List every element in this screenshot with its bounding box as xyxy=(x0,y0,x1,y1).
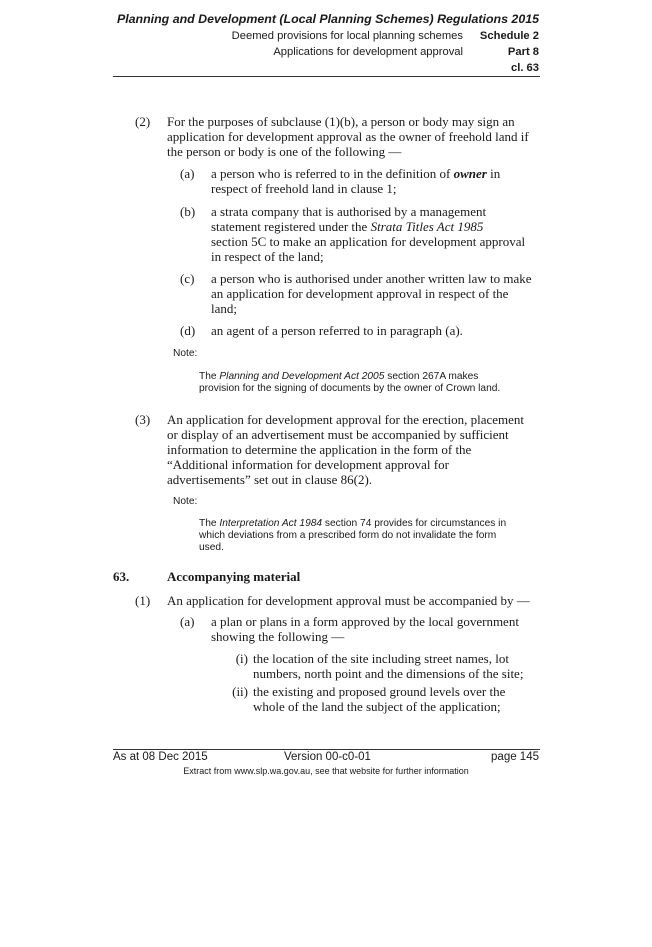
para-a-line-1: a person who is referred to in the definition of owner in xyxy=(211,166,501,181)
running-header-title: Planning and Development (Local Planning Schemes) Regulations 2015 xyxy=(116,12,539,26)
subpara-i-line-2: numbers, north point and the dimensions of the site; xyxy=(253,666,524,681)
para-b-line-3: section 5C to make an application for development approval xyxy=(211,234,526,249)
header-schedule-label: Deemed provisions for local planning schemes xyxy=(231,30,463,42)
subpara-ii-number: (ii) xyxy=(232,684,248,699)
footer-page-number: page 145 xyxy=(491,751,539,763)
footer-rule xyxy=(113,749,540,750)
note-1-line-1: The Planning and Development Act 2005 section 267A makes xyxy=(199,371,479,382)
footer-date: As at 08 Dec 2015 xyxy=(113,751,208,763)
para-b-line-2: statement registered under the Strata Titles Act 1985 xyxy=(211,219,484,234)
clause-63-number: 63. xyxy=(113,569,130,584)
para-c-line-1: a person who is authorised under another written law to make xyxy=(211,271,532,286)
para-b-number: (b) xyxy=(180,204,196,219)
header-part-label: Applications for development approval xyxy=(273,46,463,58)
defined-term-owner: owner xyxy=(453,166,487,181)
subclause-3-line-3: information to determine the application in the form of the xyxy=(167,442,472,457)
act-name-planning-development: Planning and Development Act 2005 xyxy=(219,371,385,382)
note-2-line-1: The Interpretation Act 1984 section 74 provides for circumstances in xyxy=(199,518,507,529)
note-1-label: Note: xyxy=(173,348,198,359)
para-a-line-2: respect of freehold land in clause 1; xyxy=(211,181,397,196)
subpara-i-number: (i) xyxy=(235,651,248,666)
para-d-text: an agent of a person referred to in paragraph (a). xyxy=(211,323,463,338)
subpara-i-line-1: the location of the site including street names, lot xyxy=(253,651,509,666)
para-c-line-2: an application for development approval in respect of the xyxy=(211,286,509,301)
para-c-number: (c) xyxy=(180,271,195,286)
header-row-clause xyxy=(463,62,539,74)
para-a-number: (a) xyxy=(180,166,195,181)
subclause-2-line-1: For the purposes of subclause (1)(b), a person or body may sign an xyxy=(167,114,515,129)
clause-63-para-a-line-2: showing the following — xyxy=(211,629,345,644)
subclause-3-line-1: An application for development approval for the erection, placement xyxy=(167,412,524,427)
subclause-3-line-5: advertisements” set out in clause 86(2). xyxy=(167,472,373,487)
para-b-line-4: in respect of the land; xyxy=(211,249,324,264)
subclause-3-line-4: “Additional information for development approval for xyxy=(167,457,449,472)
clause-63-heading: Accompanying material xyxy=(167,569,301,584)
header-part-value: Part 8 xyxy=(507,46,539,58)
header-row-schedule xyxy=(232,30,539,42)
header-schedule-value: Schedule 2 xyxy=(479,30,539,42)
para-c-line-3: land; xyxy=(211,301,237,316)
note-1-line-2: provision for the signing of documents by the owner of Crown land. xyxy=(199,383,501,394)
clause-63-subclause-1-text: An application for development approval must be accompanied by — xyxy=(167,593,530,608)
header-rule xyxy=(113,76,540,77)
header-row-part xyxy=(273,46,539,58)
footer-version: Version 00-c0-01 xyxy=(284,751,371,763)
para-b-line-1: a strata company that is authorised by a management xyxy=(211,204,487,219)
subclause-2-line-2: application for development approval as the owner of freehold land if xyxy=(167,129,529,144)
act-name-interpretation: Interpretation Act 1984 xyxy=(219,518,323,529)
note-2-line-3: used. xyxy=(199,542,224,553)
header-clause-value: cl. 63 xyxy=(511,62,539,74)
act-name-strata-titles: Strata Titles Act 1985 xyxy=(370,219,484,234)
subclause-3-line-2: or display of an advertisement must be accompanied by sufficient xyxy=(167,427,509,442)
note-2-line-2: which deviations from a prescribed form do not invalidate the form xyxy=(199,530,497,541)
clause-63-subclause-1-number: (1) xyxy=(135,593,151,608)
clause-63-para-a-number: (a) xyxy=(180,614,195,629)
subpara-ii-line-2: whole of the land the subject of the application; xyxy=(253,699,501,714)
subpara-ii-line-1: the existing and proposed ground levels over the xyxy=(253,684,506,699)
subclause-2-line-3: the person or body is one of the following — xyxy=(167,144,402,159)
subclause-3-number: (3) xyxy=(135,412,151,427)
clause-63-para-a-line-1: a plan or plans in a form approved by the local government xyxy=(211,614,519,629)
para-d-number: (d) xyxy=(180,323,196,338)
subclause-2-number: (2) xyxy=(135,114,151,129)
note-2-label: Note: xyxy=(173,496,198,507)
footer-extract-notice: Extract from www.slp.wa.gov.au, see that website for further information xyxy=(183,766,469,776)
